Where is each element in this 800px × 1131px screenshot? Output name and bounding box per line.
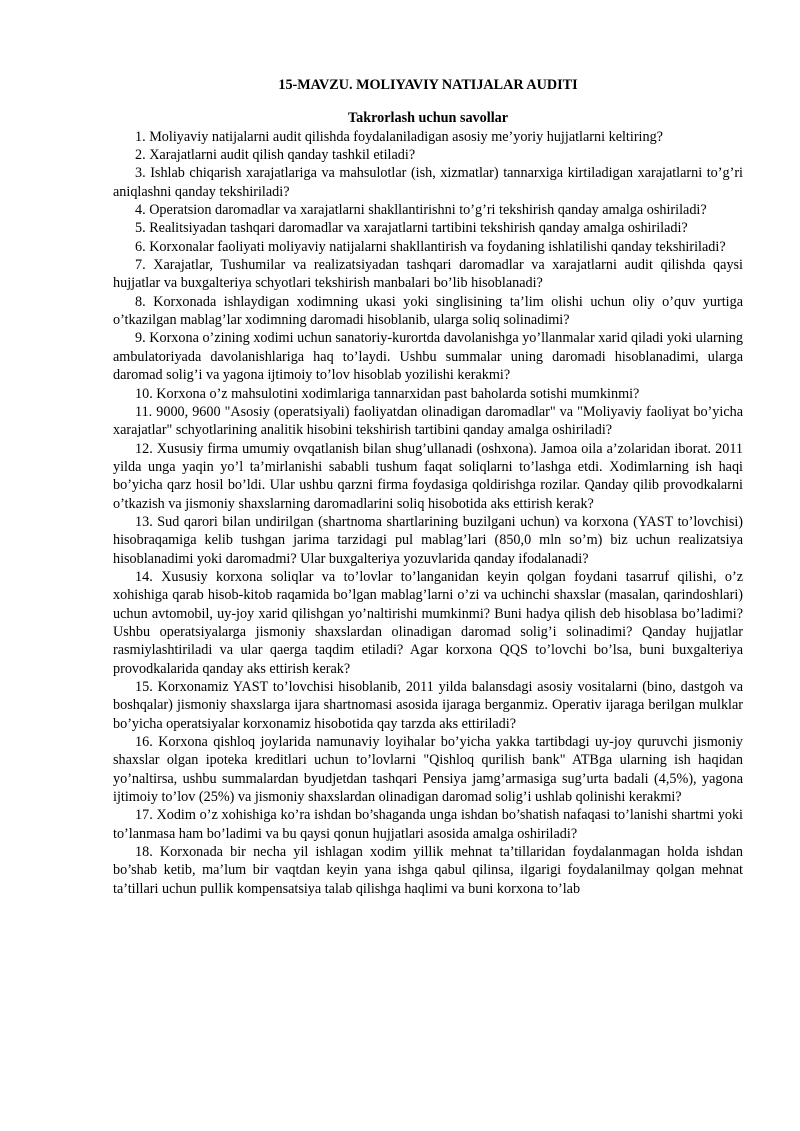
question-number: 11.	[135, 403, 153, 420]
question-text: Ishlab chiqarish xarajatlariga va mahsulotlar (ish, xizmatlar) tannarxiga kirtiladigan xarajatlarni to’g’ri aniqlashni qanday tekshiriladi?	[113, 165, 743, 200]
question-text: Xodim o’z xohishiga ko’ra ishdan bo’shaganda unga ishdan bo’shatish nafaqasi to’lanishi shartmi yoki to’lanmasa ham bo’ladimi va bu qaysi qonun hujjatlari asosida amalga oshiriladi?	[113, 807, 743, 842]
question-item	[113, 293, 743, 330]
question-number: 16.	[135, 734, 153, 751]
question-item	[113, 403, 743, 440]
question-number: 7.	[135, 257, 146, 274]
question-number: 5.	[135, 220, 146, 237]
question-text: Korxona o’z mahsulotini xodimlariga tannarxidan past baholarda sotishi mumkinmi?	[156, 385, 640, 402]
question-number: 10.	[135, 385, 153, 402]
question-text: Sud qarori bilan undirilgan (shartnoma shartlarining buzilgani uchun) va korxona (YAST to’lovchisi) hisobraqamiga kelib tushgan jarima tarzidagi pul mablag’lari (850,0 mln so’m) biz uchun realizatsiya hisoblanadimi yoki daromadmi? Ular buxgalteriya yozuvlarida qanday ifodalanadi?	[113, 513, 744, 567]
question-item	[113, 201, 743, 219]
question-item	[113, 440, 743, 513]
question-number: 4.	[135, 202, 146, 219]
question-text: Korxonalar faoliyati moliyaviy natijalarni shakllantirish va foydaning ishlatilishi qanday tekshiriladi?	[149, 238, 726, 255]
question-text: Korxonamiz YAST to’lovchisi hisoblanib, 2011 yilda balansdagi asosiy vositalarni (bino, dastgoh va boshqalar) jismoniy shaxslarga ijara shartnomasi asosida ijaraga berganmiz. Operativ ijaraga berilgan mulklar bo’yicha operatsiyalar korxonamiz hisobotida qay tarzda aks ettiriladi?	[113, 679, 744, 732]
question-item	[113, 146, 743, 164]
section-heading: Takrorlash uchun savollar	[347, 110, 509, 127]
question-number: 13.	[135, 513, 153, 530]
question-number: 8.	[135, 293, 146, 310]
question-number: 14.	[135, 568, 153, 585]
question-number: 18.	[135, 844, 153, 861]
question-number: 3.	[135, 165, 146, 182]
question-item	[113, 385, 743, 403]
question-text: Xarajatlar, Tushumilar va realizatsiyadan tashqari daromadlar va xarajatlarni audit qilishda qaysi hujjatlar va buxgalteriya schyotlari tekshirish manbalari bo’lib hisoblanadi?	[113, 257, 743, 292]
question-number: 2.	[135, 147, 146, 164]
question-text: Korxonada bir necha yil ishlagan xodim yillik mehnat ta’tillaridan foydalanmagan holda ishdan bo’shab ketib, ma’lum bir vaqtdan keyin yana ishga qabul qilinsa, ilgarigi foydalanilmay qolgan mehnat ta’tillari uchun pullik kompensatsiya talab qilishga haqlimi va buni korxona to’lab	[113, 844, 743, 897]
question-text: Moliyaviy natijalarni audit qilishda foydalaniladigan asosiy me’yoriy hujjatlarni keltiring?	[149, 128, 663, 145]
question-text: Xususiy korxona soliqlar va to’lovlar to’langanidan keyin qolgan foydani tasarruf qilishi, o’z xohishiga qarab hisob-kitob raqamida bo’lgan mablag’larni o’zi va uchinchi shaxslar (masalan, qarindoshlari) uchun avtomobil, uy-joy xarid qilishgan yo’naltirishi mumkinmi? Buni hadya qilish deb hisoblasa bo’ladimi? Ushbu operatsiyalarga jismoniy shaxslardan olinadigan daromad solig’i solinadimi? Qanday hujjatlar rasmiylashtiriladi va ular qaerga taqdim etiladi? Agar korxona QQS to’lovchi bo’lsa, buni buxgalteriya provodkalarida qanday aks ettirish kerak?	[113, 568, 744, 677]
question-number: 15.	[135, 679, 153, 695]
question-item	[113, 678, 743, 733]
question-text: Korxona o’zining xodimi uchun sanatoriy-kurortda davolanishga yo’llanmalar xarid qiladi yoki ularning ambulatoriyada davolanishlariga haq to’laydi. Ushbu summalar uning daromadi hisoblanadimi, ularga daromad solig’i va yagona ijtimoiy to’lov hisoblab yozilishi kerakmi?	[113, 330, 743, 384]
question-item	[113, 568, 743, 678]
question-number: 1.	[135, 128, 146, 145]
page-title: 15-MAVZU. MOLIYAVIY NATIJALAR AUDITI	[278, 77, 578, 93]
question-item	[113, 256, 743, 293]
question-item	[113, 513, 743, 568]
question-text: Korxonada ishlaydigan xodimning ukasi yoki singlisining ta’lim olishi uchun oliy o’quv yurtiga o’tkazilgan mablag’lar xodimning daromadi hisoblanib, ularga soliq solinadimi?	[113, 293, 744, 329]
question-item	[113, 219, 743, 237]
question-item	[113, 164, 743, 201]
question-text: 9000, 9600 "Asosiy (operatsiyali) faoliyatdan olinadigan daromadlar" va "Moliyaviy faoliyat bo’yicha xarajatlar" schyotlarining analitik hisobini tekshirish tartibini qanday amalga oshiriladi?	[113, 403, 744, 439]
question-item	[113, 329, 743, 384]
question-text: Xususiy firma umumiy ovqatlanish bilan shug’ullanadi (oshxona). Jamoa oila a’zolaridan iborat. 2011 yilda unga yaqin yo’l ta’mirlanishi sababli tushum faqat soliqlarni to’lashga etdi. Xodimlarning ish haqi bo’yicha qarz hosil bo’ldi. Ular ushbu qarzni firma foydasiga qoldirishga rozilar. Qanday qilib provodkalarni o’tkazish va jismoniy shaxslarning daromadlarini soliq hisobotida aks ettirish kerak?	[113, 440, 743, 512]
question-number: 6.	[135, 238, 146, 255]
question-item	[113, 806, 743, 843]
question-item	[113, 238, 743, 256]
question-number: 9.	[135, 330, 146, 347]
question-item	[113, 843, 743, 898]
question-list	[113, 128, 743, 898]
question-text: Xarajatlarni audit qilish qanday tashkil etiladi?	[149, 147, 416, 164]
question-item	[113, 733, 743, 806]
question-text: Realitsiyadan tashqari daromadlar va xarajatlarni tartibini tekshirish qanday amalga oshiriladi?	[149, 220, 688, 237]
question-text: Korxona qishloq joylarida namunaviy loyihalar bo’yicha yakka tartibdagi uy-joy quruvchi jismoniy shaxslar olgan ipoteka kreditlari uchun to’lovlarni "Qishloq qurilish bank" ATBga ularning ish haqidan yo’naltirsa, ushbu summalardan byudjetdan tashqari Pensiya jamg’armasiga sug’urta badali (4,5%), yagona ijtimoiy to’lov (25%) va jismoniy shaxslardan olinadigan daromad solig’i ushlab qolinishi kerakmi?	[113, 734, 744, 806]
question-item	[113, 128, 743, 146]
question-number: 17.	[135, 807, 153, 824]
question-number: 12.	[135, 440, 153, 457]
question-text: Operatsion daromadlar va xarajatlarni shakllantirishni to’g’ri tekshirish qanday amalga oshiriladi?	[149, 202, 707, 219]
